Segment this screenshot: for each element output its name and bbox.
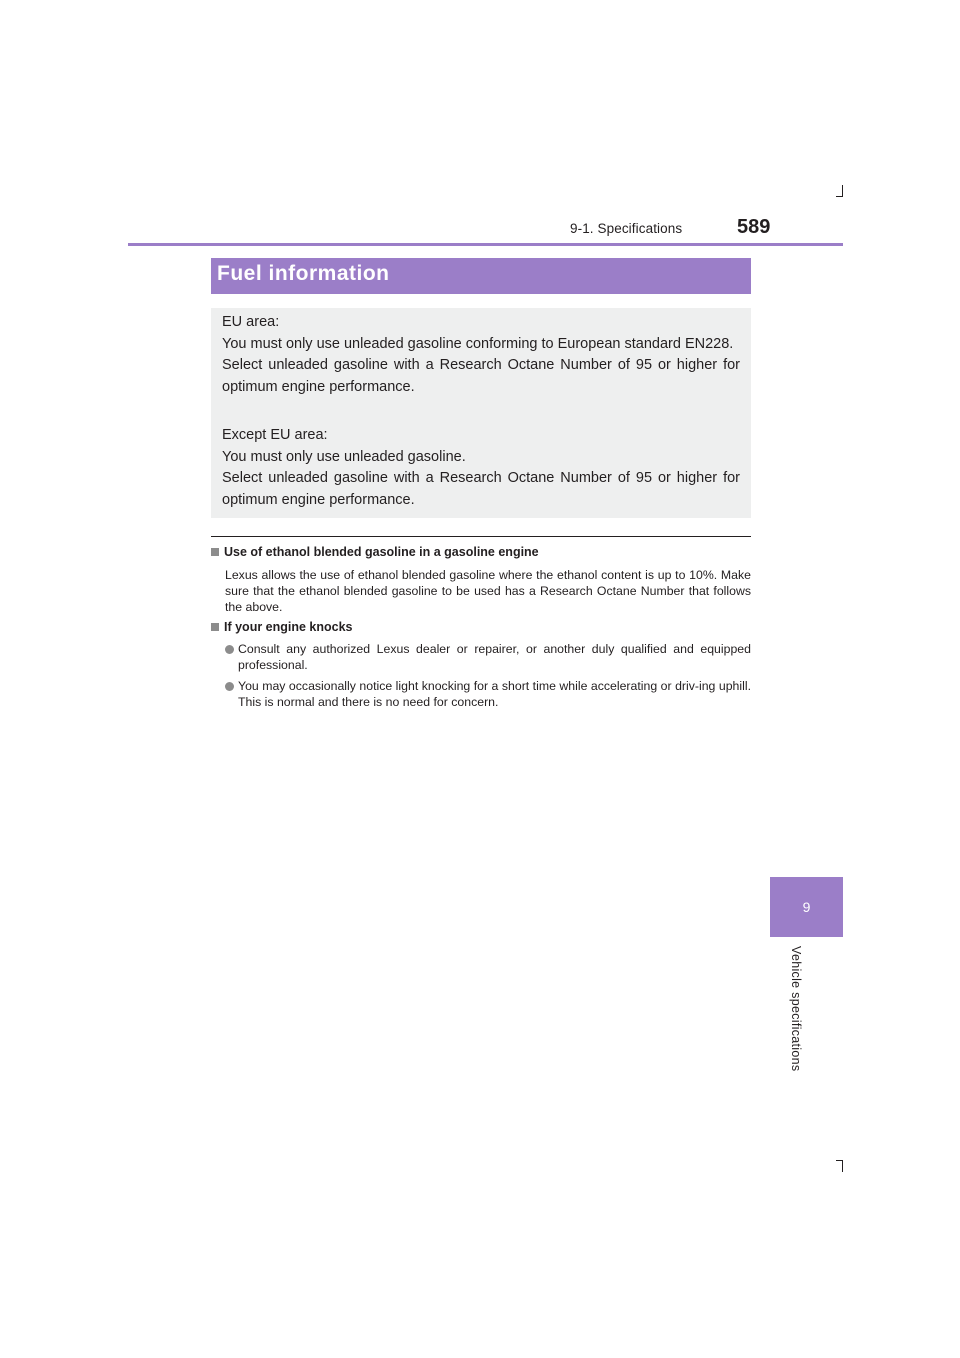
crop-mark: [836, 196, 843, 197]
eu-area-recommendation: Select unleaded gasoline with a Research Octane Number of 95 or higher for optimum engine performance.: [222, 357, 740, 395]
chapter-tab: [770, 877, 843, 937]
eu-area-block: [222, 312, 740, 398]
except-eu-area-block: [222, 425, 740, 511]
note-body: Lexus allows the use of ethanol blended gasoline where the ethanol content is up to 10%. Make sure that the ethanol blended gasoline to be used has a Research Octane Number that follows the above.: [225, 568, 751, 614]
crop-mark: [836, 1160, 843, 1161]
section-title: 9-1. Specifications: [570, 221, 683, 236]
list-item: [225, 641, 751, 673]
page-title: Fuel information: [217, 262, 390, 285]
note-heading: [211, 620, 353, 634]
notes-divider: [211, 536, 751, 537]
note-heading-text: If your engine knocks: [224, 620, 353, 634]
eu-area-text: You must only use unleaded gasoline conforming to European standard EN228.: [222, 335, 734, 352]
square-bullet-icon: [211, 548, 219, 556]
circle-bullet-icon: [225, 645, 234, 654]
bullet-text: You may occasionally notice light knocking for a short time while accelerating or driv-ing uphill. This is normal and there is no need for concern.: [238, 679, 751, 709]
running-header: [128, 210, 842, 244]
title-bar: [211, 258, 751, 294]
except-eu-text: You must only use unleaded gasoline.: [222, 448, 466, 465]
note-heading-text: Use of ethanol blended gasoline in a gasoline engine: [224, 545, 539, 559]
page-number: 589: [737, 216, 771, 238]
info-box: [211, 308, 751, 518]
crop-mark: [842, 1160, 843, 1172]
bullet-text: Consult any authorized Lexus dealer or repairer, or another duly qualified and equipped professional.: [238, 642, 751, 672]
note-heading: [211, 545, 539, 559]
header-rule: [128, 243, 843, 246]
list-item: [225, 678, 751, 710]
chapter-title: Vehicle specifications: [789, 946, 803, 1072]
eu-area-heading: EU area:: [222, 314, 280, 330]
circle-bullet-icon: [225, 682, 234, 691]
except-eu-recommendation: Select unleaded gasoline with a Research Octane Number of 95 or higher for optimum engine performance.: [222, 470, 740, 508]
except-eu-heading: Except EU area:: [222, 427, 328, 443]
chapter-number: 9: [802, 899, 811, 915]
square-bullet-icon: [211, 623, 219, 631]
